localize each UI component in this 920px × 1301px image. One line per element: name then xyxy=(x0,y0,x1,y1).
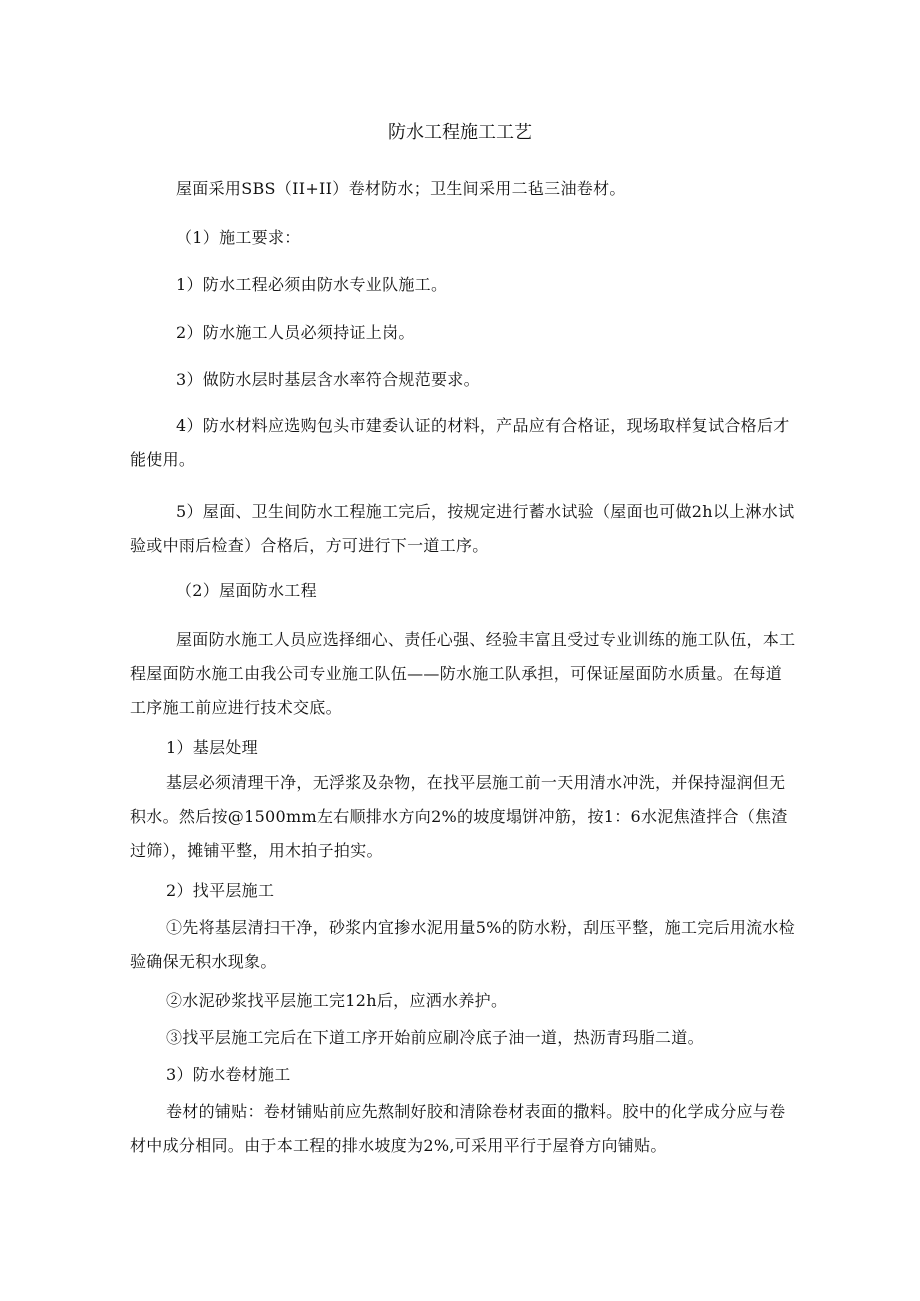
list-item-requirement-3: 3）做防水层时基层含水率符合规范要求。 xyxy=(176,370,480,389)
document-title: 防水工程施工工艺 xyxy=(388,122,532,143)
list-item-requirement-4: 4）防水材料应选购包头市建委认证的材料，产品应有合格证，现场取样复试合格后才能使用。 xyxy=(130,416,790,469)
paragraph-roof-team: 屋面防水施工人员应选择细心、责任心强、经验丰富且受过专业训练的施工队伍，本工程屋面防水施工由我公司专业施工队伍——防水施工队承担，可保证屋面防水质量。在每道工序施工前应进行技术交底。 xyxy=(130,630,796,717)
list-item-requirement-1: 1）防水工程必须由防水专业队施工。 xyxy=(176,275,448,294)
list-item-requirement-2: 2）防水施工人员必须持证上岗。 xyxy=(176,323,415,342)
heading-membrane-construction: 3）防水卷材施工 xyxy=(166,1065,291,1084)
list-item-leveling-1: ①先将基层清扫干净，砂浆内宜掺水泥用量5%的防水粉，刮压平整，施工完后用流水检验确保无积水现象。 xyxy=(130,918,796,971)
heading-roof-waterproofing: （2）屋面防水工程 xyxy=(176,581,317,600)
list-item-leveling-3: ③找平层施工完后在下道工序开始前应刷冷底子油一道，热沥青玛脂二道。 xyxy=(166,1028,704,1047)
heading-leveling-layer: 2）找平层施工 xyxy=(166,881,275,900)
paragraph-roof-materials: 屋面采用SBS（II+II）卷材防水；卫生间采用二毡三油卷材。 xyxy=(176,179,626,198)
list-item-requirement-5: 5）屋面、卫生间防水工程施工完后，按规定进行蓄水试验（屋面也可做2h以上淋水试验或中雨后检查）合格后，方可进行下一道工序。 xyxy=(130,502,795,555)
list-item-leveling-2: ②水泥砂浆找平层施工完12h后，应洒水养护。 xyxy=(166,991,508,1010)
paragraph-membrane-laying: 卷材的铺贴：卷材铺贴前应先熬制好胶和清除卷材表面的撒料。胶中的化学成分应与卷材中成分相同。由于本工程的排水坡度为2%,可采用平行于屋脊方向铺贴。 xyxy=(130,1102,786,1155)
heading-construction-requirements: （1）施工要求： xyxy=(176,228,301,247)
heading-base-treatment: 1）基层处理 xyxy=(166,738,258,757)
paragraph-base-treatment: 基层必须清理干净，无浮浆及杂物，在找平层施工前一天用清水冲洗，并保持湿润但无积水。然后按@1500mm左右顺排水方向2%的坡度塌饼冲筋，按1：6水泥焦渣拌合（焦渣过筛），摊铺平整，用木拍子拍实。 xyxy=(130,773,788,860)
